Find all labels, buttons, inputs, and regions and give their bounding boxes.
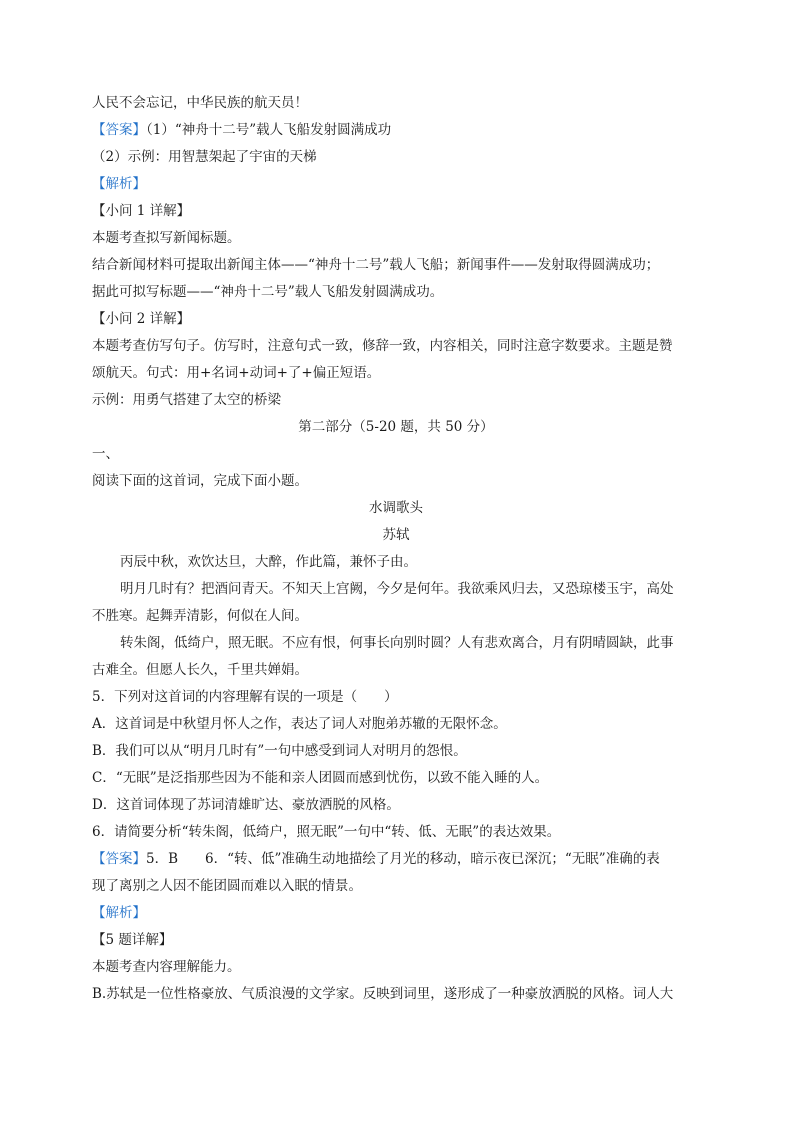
- option-c: C．“无眠”是泛指那些因为不能和亲人团圆而感到忧伤，以致不能入睡的人。: [92, 770, 549, 786]
- poem-line: 明月几时有？把酒问青天。不知天上宫阙，今夕是何年。我欲乘风归去，又恐琼楼玉宇，高处: [120, 581, 674, 597]
- section-title: 第二部分（5-20 题，共 50 分）: [298, 419, 494, 435]
- text-line: 现了离别之人因不能团圆而难以入眠的情景。: [92, 878, 362, 894]
- answer-line: [92, 846, 700, 873]
- poem-line: 古难全。但愿人长久，千里共婵娟。: [92, 662, 308, 678]
- poem-line: 转朱阁，低绮户，照无眠。不应有恨，何事长向别时圆？人有悲欢离合，月有阴晴圆缺，此事: [120, 635, 674, 651]
- option-b: B．我们可以从“明月几时有”一句中感受到词人对明月的怨恨。: [92, 743, 467, 759]
- option-d: D．这首词体现了苏词清雄旷达、豪放洒脱的风格。: [92, 797, 400, 813]
- answer-label: 【答案】: [92, 851, 146, 867]
- question-5: 5．下列对这首词的内容理解有误的一项是（ ）: [92, 689, 398, 705]
- text-line: 结合新闻材料可提取出新闻主体——“神舟十二号”载人飞船；新闻事件——发射取得圆满成功；: [92, 257, 660, 273]
- analysis-line: [92, 900, 700, 927]
- poem-author: 苏轼: [382, 527, 410, 543]
- text-line: 本题考查拟写新闻标题。: [92, 230, 241, 246]
- instruction-line: 阅读下面的这首词，完成下面小题。: [92, 473, 308, 489]
- document-page: [92, 90, 700, 1008]
- text-line: 人民不会忘记，中华民族的航天员！: [92, 95, 308, 111]
- subquestion-heading: 【小问 1 详解】: [92, 203, 191, 219]
- answer-label: 【答案】: [92, 122, 146, 138]
- text-line: 本题考查仿写句子。仿写时，注意句式一致，修辞一致，内容相关，同时注意字数要求。主题是赞: [92, 338, 673, 354]
- answer-text: （1）“神舟十二号”载人飞船发射圆满成功: [146, 122, 392, 138]
- answer-line: [92, 117, 700, 144]
- text-line: 本题考查内容理解能力。: [92, 959, 241, 975]
- poem-preface: 丙辰中秋，欢饮达旦，大醉，作此篇，兼怀子由。: [120, 554, 417, 570]
- subquestion-heading: 【小问 2 详解】: [92, 311, 191, 327]
- text-line: （2）示例：用智慧架起了宇宙的天梯: [92, 149, 317, 165]
- section-number: 一、: [92, 446, 119, 462]
- analysis-line: [92, 171, 700, 198]
- text-line: B.苏轼是一位性格豪放、气质浪漫的文学家。反映到词里，遂形成了一种豪放洒脱的风格。词人大: [92, 986, 674, 1002]
- answer-text: 5．B 6．“转、低”准确生动地描绘了月光的移动，暗示夜已深沉；“无眠”准确的表: [146, 851, 660, 867]
- text-line: 据此可拟写标题——“神舟十二号”载人飞船发射圆满成功。: [92, 284, 444, 300]
- question-6: 6．请简要分析“转朱阁，低绮户，照无眠”一句中“转、低、无眠”的表达效果。: [92, 824, 561, 840]
- poem-title: 水调歌头: [369, 500, 423, 516]
- analysis-label: 【解析】: [92, 905, 146, 921]
- poem-line: 不胜寒。起舞弄清影，何似在人间。: [92, 608, 308, 624]
- text-line: 颂航天。句式：用+名词+动词+了+偏正短语。: [92, 365, 381, 381]
- text-line: 示例：用勇气搭建了太空的桥梁: [92, 392, 281, 408]
- option-a: A．这首词是中秋望月怀人之作，表达了词人对胞弟苏辙的无限怀念。: [92, 716, 507, 732]
- subquestion-heading: 【5 题详解】: [92, 932, 173, 948]
- analysis-label: 【解析】: [92, 176, 146, 192]
